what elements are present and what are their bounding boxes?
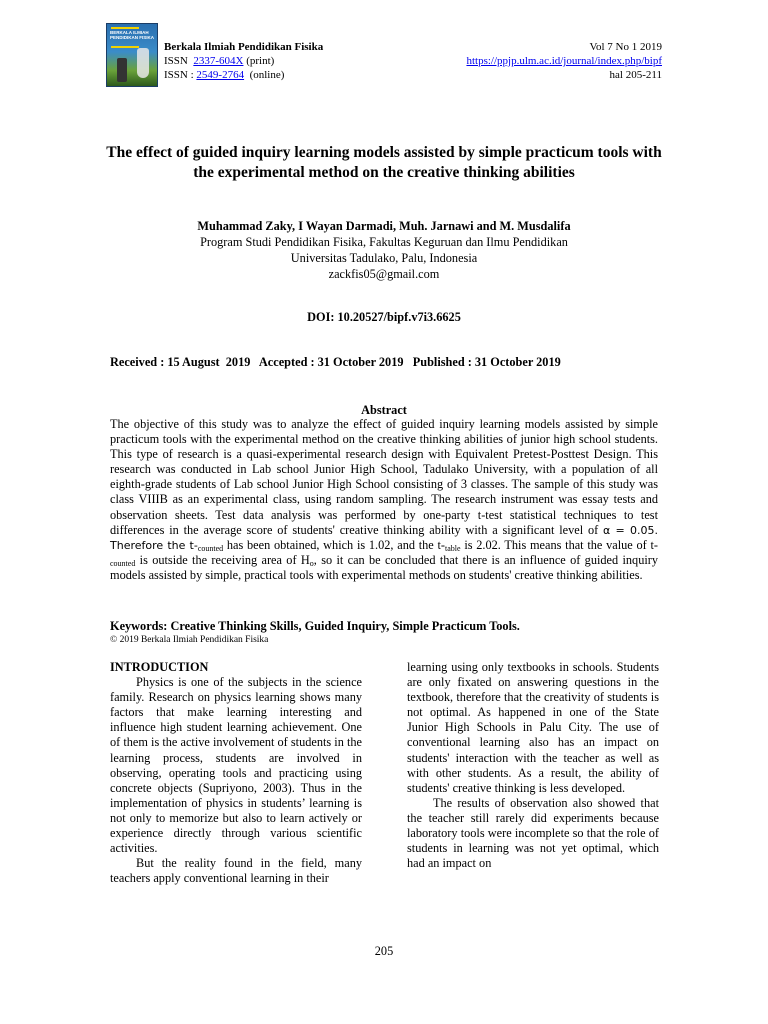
author-email: zackfis05@gmail.com <box>328 267 440 281</box>
paper-title: The effect of guided inquiry learning models assisted by simple practicum tools with the experimental method on the creative thinking abilities <box>106 144 662 181</box>
affiliation-line-2: Universitas Tadulako, Palu, Indonesia <box>290 251 478 265</box>
issn-print-line <box>164 54 323 68</box>
issn-online-prefix: ISSN : <box>164 69 194 81</box>
issn-print-suffix: (print) <box>246 55 275 67</box>
microscope-image <box>117 58 127 82</box>
paragraph: Physics is one of the subjects in the science family. Research on physics learning shows many factors that make learning interesting and influence high student learning achievement. One of them is the active involvement of students in the learning process, students are involved in observing, operating tools and practicing using concrete objects (Supriyono, 2003). Thus in the implementation of physics in students’ learning is not only to memorize but also to learn actively or experience directly through various scientific activities. <box>110 675 362 856</box>
abstract-part-1: The objective of this study was to analyze the effect of guided inquiry learning models assisted by simple practicum tools with the experimental method on the creative thinking abilities of junior high school students. This type of research is a quasi-experimental research design with Equivalent Pretest-Posttest Design. This research was conducted in Lab school Junior High School, Tadulako University, with a population of all eighth-grade students of Lab school Junior High School consisting of 3 classes. The sample of this study was class VIIIB as an experimental class, using random sampling. The research instrument was essay tests and observation sheets. Test data analysis was performed by one-party t-test statistical techniques to test differences in the average score of students' creative thinking ability with a significant level of <box>110 417 658 537</box>
column-right <box>407 660 659 871</box>
subscript-o: o <box>309 558 314 568</box>
publication-dates: Received : 15 August 2019 Accepted : 31 October 2019 Published : 31 October 2019 <box>110 355 561 369</box>
alpha-expression: α = 0.05. Therefore the t- <box>110 523 658 552</box>
affiliation-line-1: Program Studi Pendidikan Fisika, Fakultas Keguruan dan Ilmu Pendidikan <box>200 235 568 249</box>
page-range: hal 205-211 <box>609 69 662 81</box>
author-block <box>100 218 668 282</box>
journal-cover-logo <box>106 23 158 87</box>
column-left <box>110 660 362 886</box>
issue-info <box>466 40 662 82</box>
paragraph: learning using only textbooks in schools. Students are only fixated on answering questions in the textbook, therefore that the creativity of students is not optimal. As happened in one of the State Junior High Schools in Palu City. The use of conventional learning also has an impact on students' interaction with the teacher as well as with other students. As a result, the ability of students' creative thinking is less developed. <box>407 660 659 795</box>
author-names: Muhammad Zaky, I Wayan Darmadi, Muh. Jarnawi and M. Musdalifa <box>197 219 571 233</box>
subscript-counted: counted <box>197 543 224 553</box>
issn-online-suffix: (online) <box>249 69 285 81</box>
subscript-table: table <box>445 543 461 553</box>
abstract-text <box>110 417 658 583</box>
journal-name: Berkala Ilmiah Pendidikan Fisika <box>164 41 324 53</box>
abstract-part-2: has been obtained, which is 1.02, and the t- <box>223 537 446 552</box>
abstract-part-5: , so it can be concluded that there is an influence of guided inquiry models assisted by simple, practical tools with experimental methods on students' creative thinking abilities. <box>110 552 658 582</box>
issn-online-link[interactable]: 2549-2764 <box>196 69 245 81</box>
subscript-counted-2: counted <box>110 558 136 568</box>
abstract-heading: Abstract <box>361 403 407 417</box>
volume: Vol 7 No 1 2019 <box>589 41 662 53</box>
keywords: Keywords: Creative Thinking Skills, Guided Inquiry, Simple Practicum Tools. <box>110 619 520 633</box>
journal-url-link[interactable]: https://ppjp.ulm.ac.id/journal/index.php/bipf <box>466 55 662 67</box>
paragraph: The results of observation also showed that the teacher still rarely did experiments because laboratory tools were incomplete so that the role of students in learning was not yet optimal, which had an impact on <box>407 795 659 871</box>
page-number: 205 <box>374 944 394 958</box>
introduction-heading: INTRODUCTION <box>110 660 209 674</box>
doi: DOI: 10.20527/bipf.v7i3.6625 <box>307 310 461 324</box>
copyright: © 2019 Berkala Ilmiah Pendidikan Fisika <box>110 635 269 645</box>
cover-title: BERKALA ILMIAH PENDIDIKAN FISIKA <box>110 30 155 40</box>
issn-print-link[interactable]: 2337-604X <box>193 55 244 67</box>
flask-image <box>137 48 149 78</box>
issn-online-line <box>164 68 323 82</box>
abstract-part-3: is 2.02. This means that the value of t- <box>460 537 658 552</box>
abstract-part-4: is outside the receiving area of H <box>135 552 310 567</box>
journal-info <box>164 40 323 82</box>
issn-print-prefix: ISSN <box>164 55 188 67</box>
paragraph: But the reality found in the field, many teachers apply conventional learning in their <box>110 856 362 886</box>
